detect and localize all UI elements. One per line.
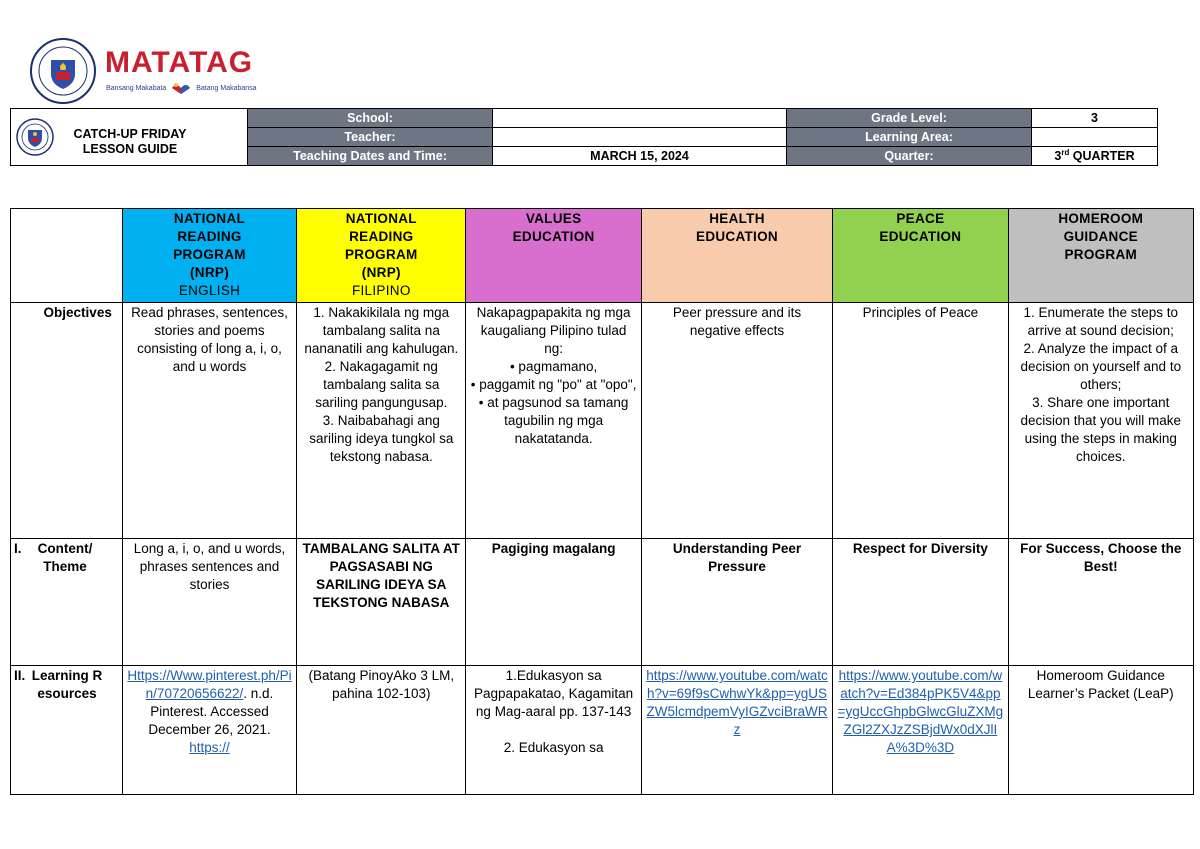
fil-head-sub: FILIPINO <box>351 283 411 298</box>
column-header-nrp-filipino <box>297 209 466 303</box>
school-value[interactable] <box>493 109 787 128</box>
content-health: Understanding Peer Pressure <box>641 539 832 666</box>
objectives-peace: Principles of Peace <box>833 303 1008 539</box>
fil-head-4: (NRP) <box>361 265 401 280</box>
corner-cell <box>11 209 123 303</box>
heart-hands-icon <box>170 82 192 94</box>
objective-val-3: • at pagsunod sa tamang tagubilin ng mga nakatatanda. <box>478 395 629 446</box>
content-label-number: I. <box>14 541 22 556</box>
pinterest-link[interactable]: Https://Www.pinterest.ph/Pin/70720656622/ <box>127 668 292 701</box>
content-filipino: TAMBALANG SALITA AT PAGSASABI NG SARILING IDEYA SA TEKSTONG NABASA <box>297 539 466 666</box>
pea-head-2: EDUCATION <box>879 229 962 244</box>
tagline-left: Bansang Makabata <box>106 84 167 92</box>
title-line-2: LESSON GUIDE <box>82 142 178 156</box>
subject-header-row <box>11 209 1194 303</box>
lesson-guide-title-cell <box>11 109 248 166</box>
resources-health <box>641 666 832 795</box>
objective-fil-2: 2. Nakagagamit ng tambalang salita sa sariling pangungusap. <box>315 359 448 410</box>
resources-english-link-2[interactable]: https:// <box>189 740 230 755</box>
content-english: Long a, i, o, and u words, phrases sentences and stories <box>122 539 296 666</box>
eng-head-3: PROGRAM <box>173 247 246 262</box>
fil-head-2: READING <box>349 229 414 244</box>
column-header-health-education <box>641 209 832 303</box>
objective-val-1: • pagmamano, <box>509 359 598 374</box>
resources-label-number: II. <box>14 668 26 683</box>
objective-fil-1: 1. Nakakikilala ng mga tambalang salita na nananatili ang kahulugan. <box>304 305 459 356</box>
resources-homeroom: Homeroom Guidance Learner’s Packet (LeaP) <box>1008 666 1193 795</box>
objectives-homeroom <box>1008 303 1193 539</box>
youtube-link-diversity[interactable]: https://www.youtube.com/watch?v=Ed384pPK5V4&pp=ygUccGhpbGlwcGluZXMgZGl2ZXJzZSBjdWx0dXJlIA%3D%3D <box>837 668 1004 755</box>
hea-head-2: EDUCATION <box>696 229 778 244</box>
resources-filipino: (Batang PinoyAko 3 LM, pahina 102-103) <box>297 666 466 795</box>
content-theme-label <box>11 539 123 666</box>
pea-head-1: PEACE <box>896 211 945 226</box>
resources-values-1: 1.Edukasyon sa Pagpapakatao, Kagamitan ng Mag-aaral pp. 137-143 <box>474 668 634 719</box>
eng-head-sub: ENGLISH <box>178 283 241 298</box>
grade-level-value[interactable]: 3 <box>1032 109 1158 128</box>
objective-val-intro: Nakapagpapakita ng mga kaugaliang Pilipino tulad ng: <box>476 305 631 356</box>
column-header-homeroom-guidance <box>1008 209 1193 303</box>
learning-resources-label <box>11 666 123 795</box>
quarter-text: QUARTER <box>1069 149 1135 164</box>
eng-head-1: NATIONAL <box>173 211 246 226</box>
hom-head-2: GUIDANCE <box>1063 229 1138 244</box>
tagline-right: Batang Makabansa <box>196 84 257 92</box>
learning-resources-row <box>11 666 1194 795</box>
lesson-guide-title <box>55 127 205 157</box>
val-head-2: EDUCATION <box>512 229 595 244</box>
objective-hom-2: 2. Analyze the impact of a decision on yourself and to others; <box>1020 341 1182 392</box>
resources-english <box>122 666 296 795</box>
learning-area-value[interactable] <box>1032 128 1158 147</box>
hom-head-1: HOMEROOM <box>1058 211 1144 226</box>
content-homeroom: For Success, Choose the Best! <box>1008 539 1193 666</box>
resources-peace <box>833 666 1008 795</box>
objectives-row <box>11 303 1194 539</box>
resources-values-2: 2. Edukasyon sa <box>503 740 604 755</box>
eng-head-2: READING <box>177 229 242 244</box>
content-theme-row <box>11 539 1194 666</box>
fil-head-3: PROGRAM <box>344 247 418 262</box>
eng-head-4: (NRP) <box>190 265 229 280</box>
objectives-label: Objectives <box>11 303 123 539</box>
resources-label-text: Learning Resources <box>31 668 103 701</box>
deped-seal-icon <box>30 38 96 104</box>
lesson-info-table <box>10 108 1158 166</box>
objectives-health: Peer pressure and its negative effects <box>641 303 832 539</box>
deped-seal-small-icon <box>16 118 54 156</box>
hom-head-3: PROGRAM <box>1064 247 1138 262</box>
teaching-dates-value[interactable]: MARCH 15, 2024 <box>493 147 787 166</box>
matatag-wordmark: MATATAG <box>105 46 254 79</box>
teaching-dates-label: Teaching Dates and Time: <box>248 147 493 166</box>
fil-head-1: NATIONAL <box>345 211 417 226</box>
quarter-value[interactable] <box>1032 147 1158 166</box>
objectives-english: Read phrases, sentences, stories and poems consisting of long a, i, o, and u words <box>122 303 296 539</box>
youtube-link-peer-pressure[interactable]: https://www.youtube.com/watch?v=69f9sCwhwYk&pp=ygUSZW5lcmdpemVyIGZvciBraWRz <box>646 668 828 737</box>
objective-hom-1: 1. Enumerate the steps to arrive at sound decision; <box>1023 305 1179 338</box>
grade-level-label: Grade Level: <box>787 109 1032 128</box>
resources-english-citation: . n.d. Pinterest. Accessed December 26, 2021. <box>148 686 274 737</box>
content-label-text: Content/ Theme <box>37 541 93 574</box>
objective-hom-3: 3. Share one important decision that you will make using the steps in making choices. <box>1020 395 1182 464</box>
resources-values <box>466 666 641 795</box>
learning-area-label: Learning Area: <box>787 128 1032 147</box>
title-line-1: CATCH-UP FRIDAY <box>73 127 187 141</box>
content-values: Pagiging magalang <box>466 539 641 666</box>
quarter-label: Quarter: <box>787 147 1032 166</box>
deped-matatag-logo <box>30 38 290 106</box>
school-label: School: <box>248 109 493 128</box>
objectives-filipino <box>297 303 466 539</box>
quarter-number: 3 <box>1054 149 1062 164</box>
objective-val-2: • paggamit ng "po" at "opo", <box>470 377 637 392</box>
column-header-peace-education <box>833 209 1008 303</box>
hea-head-1: HEALTH <box>709 211 765 226</box>
column-header-nrp-english <box>122 209 296 303</box>
teacher-value[interactable] <box>493 128 787 147</box>
content-peace: Respect for Diversity <box>833 539 1008 666</box>
objectives-values <box>466 303 641 539</box>
column-header-values-education <box>466 209 641 303</box>
quarter-ordinal: rd <box>1061 148 1070 158</box>
matatag-tagline <box>106 82 257 94</box>
val-head-1: VALUES <box>525 211 582 226</box>
lesson-plan-table <box>10 208 1194 795</box>
objective-fil-3: 3. Naibabahagi ang sariling ideya tungkol sa tekstong nabasa. <box>309 413 454 464</box>
teacher-label: Teacher: <box>248 128 493 147</box>
